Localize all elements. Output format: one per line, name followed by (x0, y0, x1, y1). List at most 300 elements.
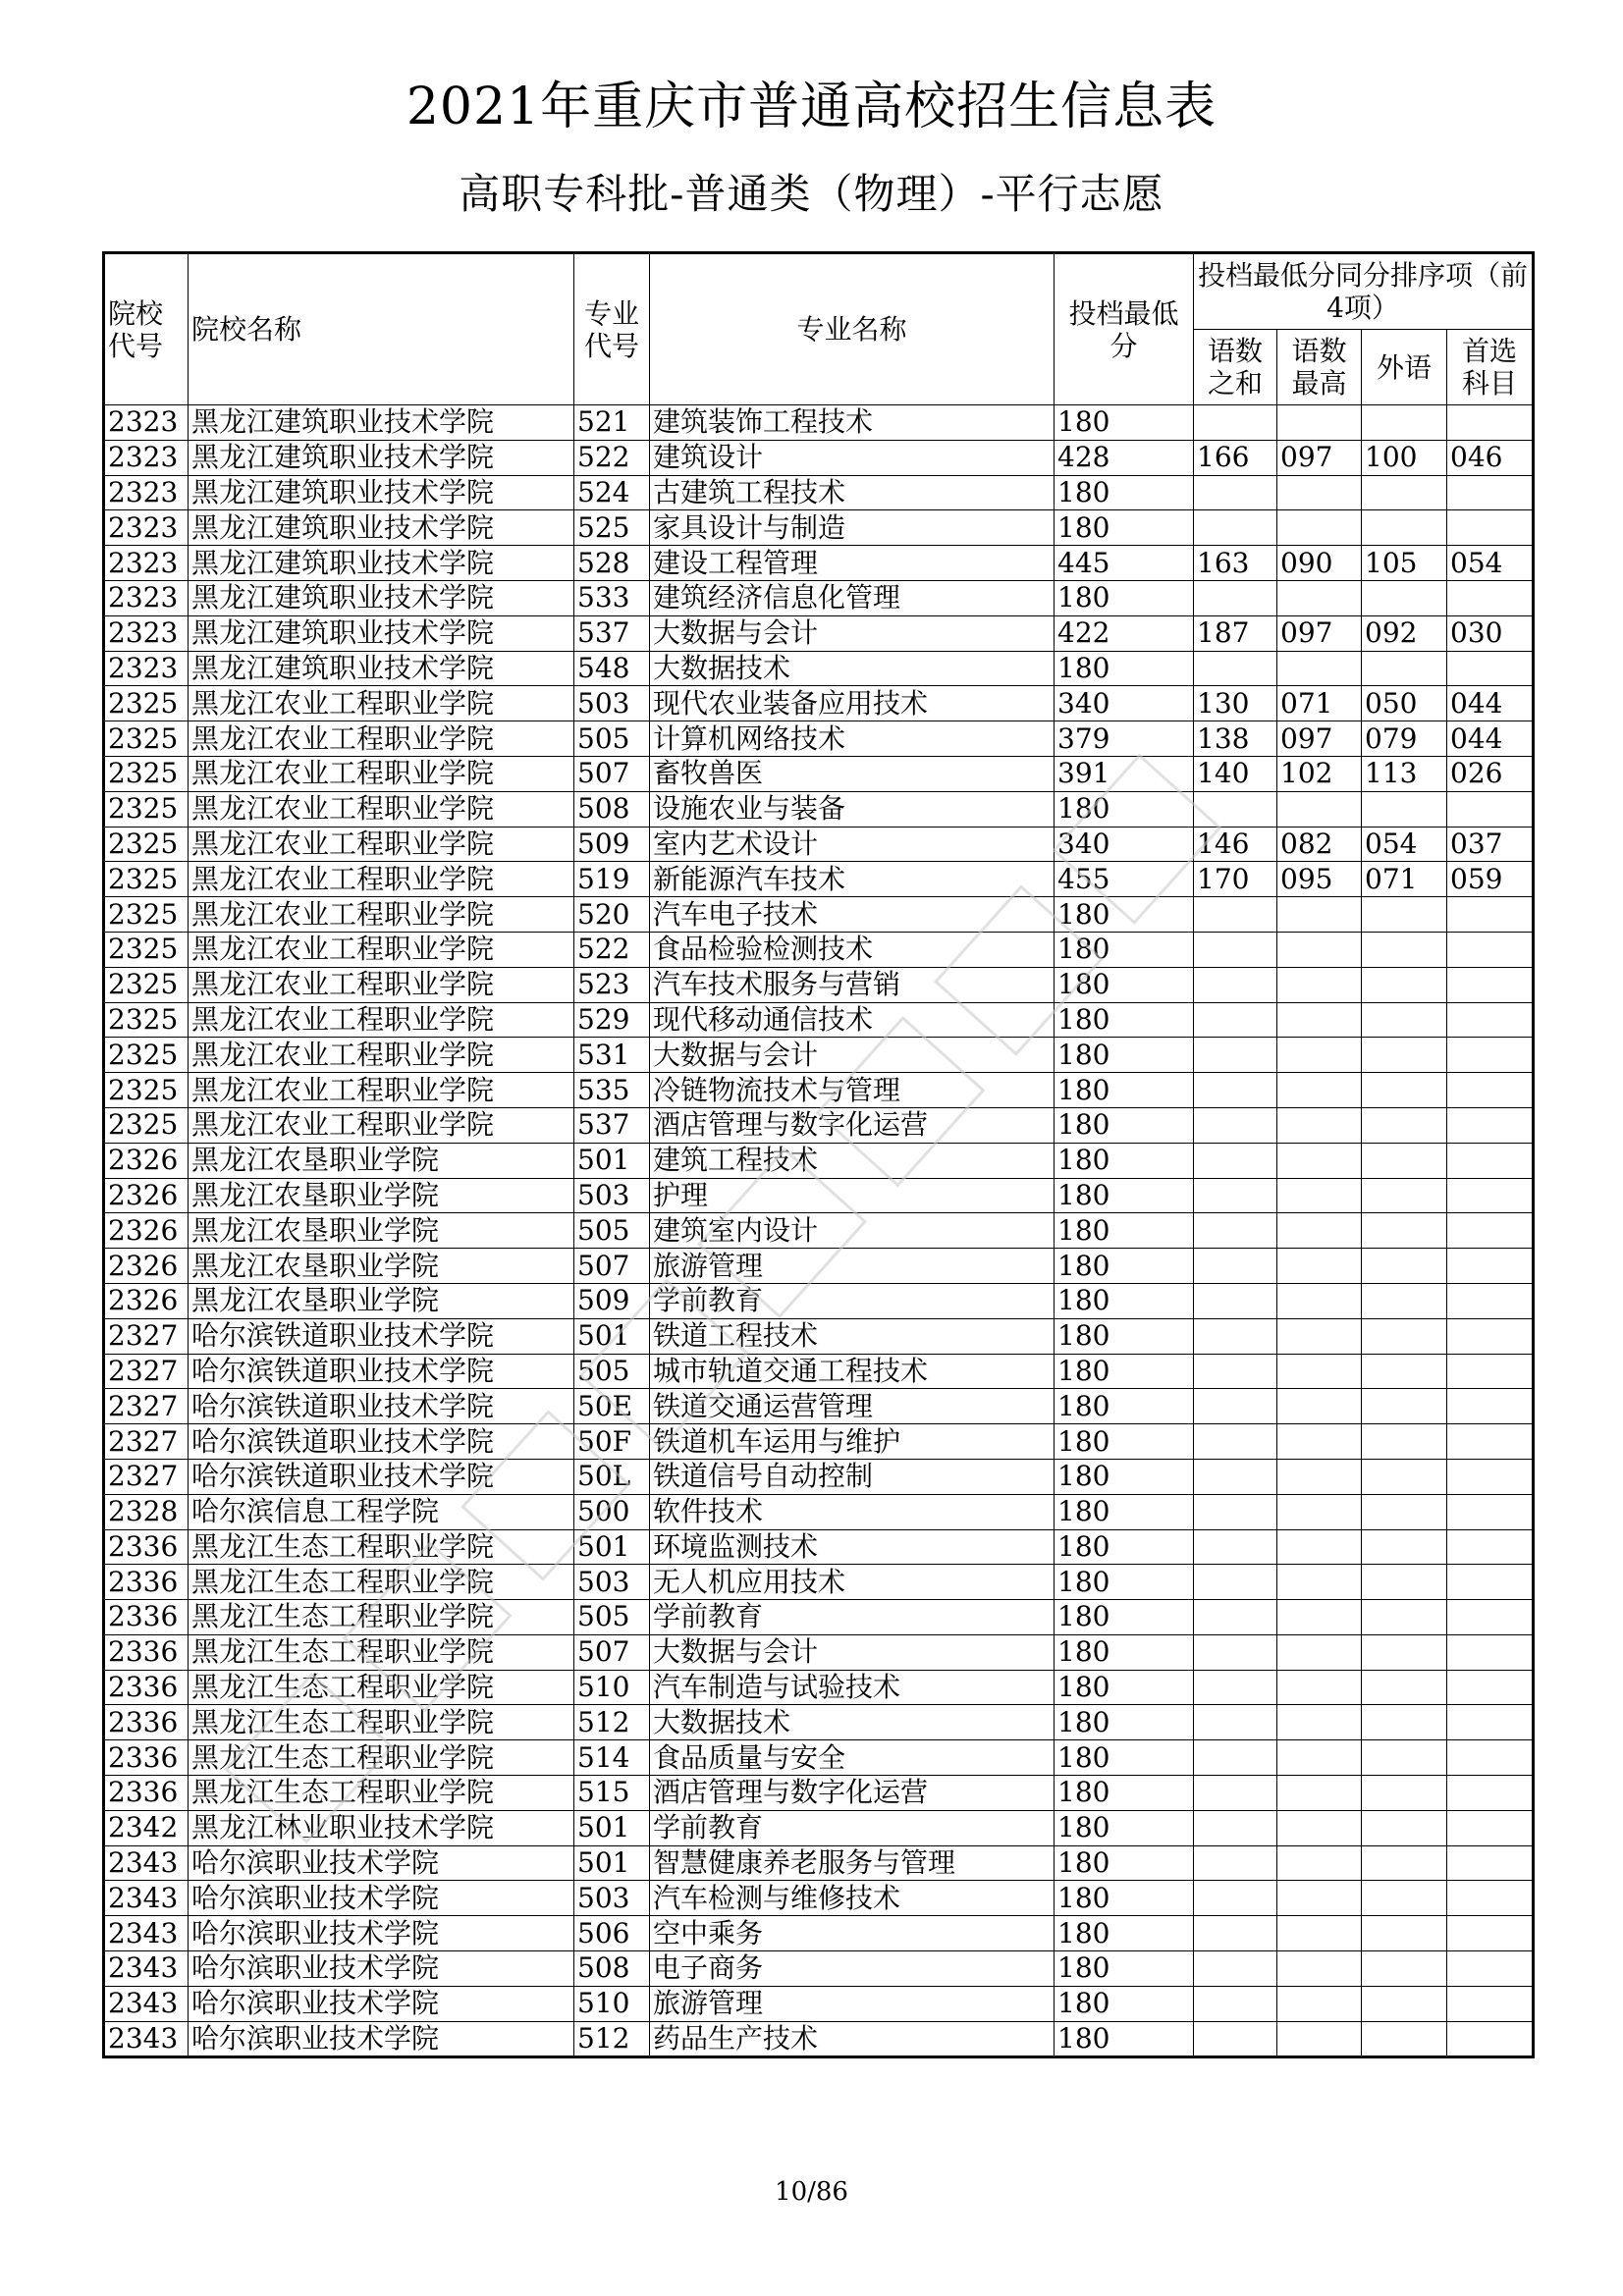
cell-foreign-language (1362, 1389, 1447, 1424)
table-row (104, 1459, 1534, 1494)
table-row (104, 862, 1534, 897)
cell-chinese-math-max: 090 (1277, 546, 1362, 581)
cell-major-code: 537 (574, 615, 650, 651)
cell-chinese-math-max (1277, 967, 1362, 1002)
cell-school-name: 黑龙江农垦职业学院 (189, 1178, 574, 1213)
table-row (104, 756, 1534, 791)
cell-first-subject (1447, 1494, 1534, 1529)
cell-school-code: 2323 (104, 580, 189, 615)
cell-major-code: 503 (574, 1881, 650, 1916)
cell-min-score: 180 (1055, 1354, 1194, 1389)
cell-chinese-math-sum: 166 (1194, 440, 1277, 475)
cell-major-name: 食品质量与安全 (650, 1740, 1055, 1776)
cell-foreign-language (1362, 1213, 1447, 1249)
cell-foreign-language (1362, 1845, 1447, 1881)
cell-chinese-math-max (1277, 1318, 1362, 1354)
cell-major-name: 建筑设计 (650, 440, 1055, 475)
cell-school-name: 黑龙江建筑职业技术学院 (189, 405, 574, 441)
cell-first-subject (1447, 897, 1534, 933)
cell-school-name: 黑龙江生态工程职业学院 (189, 1565, 574, 1600)
cell-first-subject (1447, 580, 1534, 615)
cell-min-score: 180 (1055, 1810, 1194, 1845)
cell-major-code: 533 (574, 580, 650, 615)
cell-min-score: 180 (1055, 1634, 1194, 1670)
cell-foreign-language (1362, 1002, 1447, 1038)
cell-chinese-math-sum (1194, 1916, 1277, 1951)
cell-chinese-math-max (1277, 1916, 1362, 1951)
cell-first-subject (1447, 1986, 1534, 2021)
cell-chinese-math-max (1277, 580, 1362, 615)
cell-chinese-math-max (1277, 1073, 1362, 1108)
cell-chinese-math-sum (1194, 967, 1277, 1002)
cell-first-subject: 037 (1447, 827, 1534, 862)
cell-min-score: 180 (1055, 1986, 1194, 2021)
cell-foreign-language (1362, 1354, 1447, 1389)
cell-school-code: 2323 (104, 546, 189, 581)
header-school-code: 院校代号 (104, 253, 189, 405)
cell-school-name: 黑龙江建筑职业技术学院 (189, 580, 574, 615)
cell-school-name: 黑龙江农业工程职业学院 (189, 1073, 574, 1108)
cell-school-name: 黑龙江建筑职业技术学院 (189, 475, 574, 510)
cell-first-subject (1447, 1951, 1534, 1987)
cell-min-score: 180 (1055, 967, 1194, 1002)
table-row (104, 1178, 1534, 1213)
cell-major-code: 529 (574, 1002, 650, 1038)
cell-foreign-language (1362, 1776, 1447, 1811)
cell-school-code: 2326 (104, 1249, 189, 1284)
cell-foreign-language (1362, 1565, 1447, 1600)
cell-major-name: 大数据与会计 (650, 1634, 1055, 1670)
cell-chinese-math-max (1277, 510, 1362, 546)
cell-school-name: 黑龙江建筑职业技术学院 (189, 546, 574, 581)
cell-school-name: 哈尔滨铁道职业技术学院 (189, 1459, 574, 1494)
cell-major-name: 建筑经济信息化管理 (650, 580, 1055, 615)
cell-chinese-math-sum (1194, 1776, 1277, 1811)
cell-chinese-math-max (1277, 1424, 1362, 1460)
cell-major-code: 501 (574, 1143, 650, 1178)
cell-foreign-language (1362, 967, 1447, 1002)
cell-major-code: 503 (574, 1565, 650, 1600)
cell-first-subject (1447, 1002, 1534, 1038)
cell-major-code: 531 (574, 1038, 650, 1073)
cell-major-code: 514 (574, 1740, 650, 1776)
cell-chinese-math-sum (1194, 1213, 1277, 1249)
cell-major-name: 旅游管理 (650, 1986, 1055, 2021)
cell-chinese-math-sum (1194, 475, 1277, 510)
header-foreign-language: 外语 (1362, 330, 1447, 405)
cell-major-code: 528 (574, 546, 650, 581)
cell-major-name: 冷链物流技术与管理 (650, 1073, 1055, 1108)
cell-first-subject: 044 (1447, 721, 1534, 757)
cell-foreign-language (1362, 1529, 1447, 1565)
cell-major-code: 510 (574, 1986, 650, 2021)
cell-school-code: 2336 (104, 1529, 189, 1565)
cell-chinese-math-sum (1194, 1565, 1277, 1600)
cell-major-name: 汽车制造与试验技术 (650, 1670, 1055, 1705)
cell-major-code: 515 (574, 1776, 650, 1811)
table-row (104, 1002, 1534, 1038)
cell-school-name: 哈尔滨职业技术学院 (189, 1951, 574, 1987)
cell-chinese-math-max: 071 (1277, 686, 1362, 721)
cell-foreign-language (1362, 1073, 1447, 1108)
cell-major-code: 512 (574, 1705, 650, 1740)
cell-first-subject (1447, 1073, 1534, 1108)
cell-major-name: 大数据技术 (650, 1705, 1055, 1740)
table-row (104, 1916, 1534, 1951)
table-row (104, 1670, 1534, 1705)
cell-school-name: 哈尔滨职业技术学院 (189, 1916, 574, 1951)
cell-major-name: 建筑工程技术 (650, 1143, 1055, 1178)
cell-chinese-math-sum (1194, 1740, 1277, 1776)
cell-foreign-language (1362, 1600, 1447, 1635)
cell-chinese-math-sum (1194, 1951, 1277, 1987)
cell-major-name: 空中乘务 (650, 1916, 1055, 1951)
cell-school-code: 2323 (104, 405, 189, 441)
cell-chinese-math-sum (1194, 1389, 1277, 1424)
cell-first-subject (1447, 1213, 1534, 1249)
cell-chinese-math-max (1277, 1740, 1362, 1776)
cell-school-code: 2336 (104, 1740, 189, 1776)
cell-major-name: 酒店管理与数字化运营 (650, 1107, 1055, 1143)
cell-school-name: 黑龙江农垦职业学院 (189, 1213, 574, 1249)
cell-chinese-math-sum: 146 (1194, 827, 1277, 862)
cell-major-code: 522 (574, 932, 650, 967)
cell-chinese-math-sum (1194, 1986, 1277, 2021)
cell-chinese-math-max (1277, 1354, 1362, 1389)
table-row (104, 2021, 1534, 2057)
cell-school-name: 黑龙江农业工程职业学院 (189, 791, 574, 827)
header-first-subject: 首选科目 (1447, 330, 1534, 405)
cell-foreign-language (1362, 1494, 1447, 1529)
cell-first-subject (1447, 1810, 1534, 1845)
cell-school-code: 2327 (104, 1389, 189, 1424)
cell-min-score: 180 (1055, 897, 1194, 933)
cell-major-name: 智慧健康养老服务与管理 (650, 1845, 1055, 1881)
cell-school-name: 黑龙江建筑职业技术学院 (189, 510, 574, 546)
cell-school-code: 2325 (104, 827, 189, 862)
cell-min-score: 180 (1055, 405, 1194, 441)
cell-min-score: 180 (1055, 580, 1194, 615)
cell-chinese-math-max: 097 (1277, 721, 1362, 757)
cell-school-name: 黑龙江农业工程职业学院 (189, 827, 574, 862)
cell-major-name: 酒店管理与数字化运营 (650, 1776, 1055, 1811)
cell-first-subject (1447, 932, 1534, 967)
cell-chinese-math-max (1277, 651, 1362, 686)
cell-school-code: 2325 (104, 791, 189, 827)
cell-school-name: 哈尔滨铁道职业技术学院 (189, 1318, 574, 1354)
cell-school-name: 黑龙江生态工程职业学院 (189, 1740, 574, 1776)
cell-chinese-math-max (1277, 897, 1362, 933)
table-row (104, 1494, 1534, 1529)
cell-school-code: 2336 (104, 1600, 189, 1635)
cell-foreign-language (1362, 405, 1447, 441)
cell-foreign-language (1362, 1424, 1447, 1460)
page-subtitle: 高职专科批-普通类（物理）-平行志愿 (459, 170, 1164, 218)
table-row (104, 1776, 1534, 1811)
cell-min-score: 422 (1055, 615, 1194, 651)
cell-chinese-math-sum (1194, 1283, 1277, 1318)
cell-first-subject (1447, 1565, 1534, 1600)
cell-chinese-math-sum: 170 (1194, 862, 1277, 897)
cell-school-name: 黑龙江生态工程职业学院 (189, 1600, 574, 1635)
cell-chinese-math-sum: 130 (1194, 686, 1277, 721)
cell-major-name: 铁道机车运用与维护 (650, 1424, 1055, 1460)
cell-school-code: 2323 (104, 615, 189, 651)
table-row (104, 1529, 1534, 1565)
cell-school-name: 黑龙江生态工程职业学院 (189, 1634, 574, 1670)
cell-major-name: 汽车技术服务与营销 (650, 967, 1055, 1002)
table-row (104, 1073, 1534, 1108)
cell-school-code: 2323 (104, 440, 189, 475)
cell-chinese-math-max: 082 (1277, 827, 1362, 862)
cell-min-score: 180 (1055, 1776, 1194, 1811)
table-row (104, 967, 1534, 1002)
cell-first-subject (1447, 1916, 1534, 1951)
cell-foreign-language: 071 (1362, 862, 1447, 897)
cell-chinese-math-max (1277, 1143, 1362, 1178)
cell-min-score: 180 (1055, 1565, 1194, 1600)
cell-major-name: 铁道信号自动控制 (650, 1459, 1055, 1494)
cell-min-score: 428 (1055, 440, 1194, 475)
cell-min-score: 180 (1055, 1389, 1194, 1424)
cell-school-code: 2343 (104, 2021, 189, 2057)
cell-major-name: 畜牧兽医 (650, 756, 1055, 791)
cell-school-code: 2336 (104, 1634, 189, 1670)
cell-chinese-math-sum (1194, 1002, 1277, 1038)
cell-major-name: 城市轨道交通工程技术 (650, 1354, 1055, 1389)
cell-major-code: 520 (574, 897, 650, 933)
cell-foreign-language (1362, 1986, 1447, 2021)
cell-major-name: 学前教育 (650, 1810, 1055, 1845)
cell-major-code: 505 (574, 1213, 650, 1249)
cell-chinese-math-max (1277, 1038, 1362, 1073)
cell-min-score: 180 (1055, 1845, 1194, 1881)
cell-chinese-math-sum: 163 (1194, 546, 1277, 581)
cell-chinese-math-sum (1194, 1845, 1277, 1881)
cell-school-code: 2343 (104, 1951, 189, 1987)
cell-chinese-math-sum (1194, 405, 1277, 441)
cell-major-code: 506 (574, 1916, 650, 1951)
cell-major-name: 旅游管理 (650, 1249, 1055, 1284)
cell-chinese-math-max (1277, 932, 1362, 967)
table-row (104, 1318, 1534, 1354)
cell-school-name: 哈尔滨铁道职业技术学院 (189, 1389, 574, 1424)
cell-chinese-math-sum (1194, 1529, 1277, 1565)
cell-major-name: 现代农业装备应用技术 (650, 686, 1055, 721)
cell-school-name: 黑龙江林业职业技术学院 (189, 1810, 574, 1845)
cell-first-subject (1447, 1529, 1534, 1565)
cell-chinese-math-sum (1194, 1038, 1277, 1073)
cell-first-subject: 044 (1447, 686, 1534, 721)
cell-foreign-language: 100 (1362, 440, 1447, 475)
header-tiebreak-group: 投档最低分同分排序项（前4项） (1194, 253, 1534, 330)
cell-major-code: 507 (574, 1634, 650, 1670)
header-chinese-math-max: 语数最高 (1277, 330, 1362, 405)
cell-school-name: 黑龙江生态工程职业学院 (189, 1776, 574, 1811)
cell-school-code: 2325 (104, 967, 189, 1002)
cell-foreign-language (1362, 1634, 1447, 1670)
cell-school-name: 黑龙江生态工程职业学院 (189, 1529, 574, 1565)
cell-chinese-math-max (1277, 1459, 1362, 1494)
cell-chinese-math-sum (1194, 510, 1277, 546)
cell-first-subject: 026 (1447, 756, 1534, 791)
cell-school-name: 黑龙江建筑职业技术学院 (189, 440, 574, 475)
cell-chinese-math-max (1277, 1845, 1362, 1881)
cell-major-name: 建筑室内设计 (650, 1213, 1055, 1249)
cell-chinese-math-max (1277, 791, 1362, 827)
cell-chinese-math-sum (1194, 1354, 1277, 1389)
cell-school-name: 黑龙江农业工程职业学院 (189, 756, 574, 791)
cell-school-code: 2325 (104, 932, 189, 967)
cell-foreign-language: 050 (1362, 686, 1447, 721)
cell-chinese-math-sum: 187 (1194, 615, 1277, 651)
table-header (104, 253, 1534, 405)
cell-school-code: 2336 (104, 1776, 189, 1811)
cell-major-name: 汽车电子技术 (650, 897, 1055, 933)
cell-first-subject: 046 (1447, 440, 1534, 475)
cell-chinese-math-max: 097 (1277, 615, 1362, 651)
cell-min-score: 455 (1055, 862, 1194, 897)
cell-chinese-math-sum (1194, 1249, 1277, 1284)
cell-major-code: 503 (574, 1178, 650, 1213)
cell-first-subject (1447, 475, 1534, 510)
cell-foreign-language (1362, 1916, 1447, 1951)
cell-first-subject (1447, 510, 1534, 546)
cell-chinese-math-sum (1194, 1810, 1277, 1845)
cell-first-subject (1447, 1038, 1534, 1073)
cell-min-score: 180 (1055, 1881, 1194, 1916)
cell-major-code: 507 (574, 1249, 650, 1284)
cell-major-code: 505 (574, 721, 650, 757)
cell-foreign-language (1362, 1318, 1447, 1354)
cell-chinese-math-max (1277, 1107, 1362, 1143)
cell-school-name: 黑龙江生态工程职业学院 (189, 1705, 574, 1740)
cell-major-name: 环境监测技术 (650, 1529, 1055, 1565)
cell-school-code: 2325 (104, 897, 189, 933)
cell-school-code: 2327 (104, 1318, 189, 1354)
cell-school-code: 2323 (104, 475, 189, 510)
cell-major-name: 药品生产技术 (650, 2021, 1055, 2057)
cell-first-subject (1447, 1705, 1534, 1740)
cell-major-name: 现代移动通信技术 (650, 1002, 1055, 1038)
cell-school-name: 哈尔滨铁道职业技术学院 (189, 1424, 574, 1460)
cell-school-code: 2325 (104, 1107, 189, 1143)
cell-chinese-math-sum (1194, 897, 1277, 933)
cell-foreign-language (1362, 1705, 1447, 1740)
cell-major-code: 501 (574, 1810, 650, 1845)
cell-chinese-math-max (1277, 1776, 1362, 1811)
cell-min-score: 180 (1055, 1038, 1194, 1073)
cell-chinese-math-sum (1194, 1670, 1277, 1705)
cell-chinese-math-max (1277, 1529, 1362, 1565)
cell-foreign-language: 079 (1362, 721, 1447, 757)
cell-school-name: 哈尔滨信息工程学院 (189, 1494, 574, 1529)
cell-school-name: 黑龙江农业工程职业学院 (189, 897, 574, 933)
table-row (104, 440, 1534, 475)
cell-major-code: 507 (574, 756, 650, 791)
cell-first-subject (1447, 1634, 1534, 1670)
table-row (104, 791, 1534, 827)
cell-chinese-math-max (1277, 1249, 1362, 1284)
cell-school-code: 2327 (104, 1354, 189, 1389)
cell-first-subject: 059 (1447, 862, 1534, 897)
cell-foreign-language (1362, 1951, 1447, 1987)
cell-school-code: 2336 (104, 1565, 189, 1600)
cell-foreign-language (1362, 1283, 1447, 1318)
table-row (104, 1038, 1534, 1073)
cell-min-score: 180 (1055, 1600, 1194, 1635)
cell-chinese-math-sum (1194, 1073, 1277, 1108)
cell-first-subject (1447, 1389, 1534, 1424)
table-row (104, 1810, 1534, 1845)
cell-first-subject (1447, 1881, 1534, 1916)
table-row (104, 1249, 1534, 1284)
cell-school-code: 2336 (104, 1705, 189, 1740)
cell-school-code: 2326 (104, 1283, 189, 1318)
cell-first-subject (1447, 1845, 1534, 1881)
cell-min-score: 445 (1055, 546, 1194, 581)
cell-school-name: 哈尔滨职业技术学院 (189, 2021, 574, 2057)
table-row (104, 827, 1534, 862)
cell-chinese-math-max (1277, 1494, 1362, 1529)
cell-foreign-language (1362, 1143, 1447, 1178)
cell-school-code: 2325 (104, 1038, 189, 1073)
table-row (104, 1354, 1534, 1389)
cell-school-code: 2343 (104, 1845, 189, 1881)
cell-chinese-math-max (1277, 2021, 1362, 2057)
table-row (104, 1565, 1534, 1600)
cell-major-code: 50F (574, 1424, 650, 1460)
cell-foreign-language (1362, 1249, 1447, 1284)
cell-chinese-math-max (1277, 1600, 1362, 1635)
cell-foreign-language (1362, 1740, 1447, 1776)
cell-first-subject (1447, 2021, 1534, 2057)
table-row (104, 1389, 1534, 1424)
cell-school-name: 黑龙江农业工程职业学院 (189, 686, 574, 721)
cell-major-code: 500 (574, 1494, 650, 1529)
cell-school-name: 黑龙江农业工程职业学院 (189, 967, 574, 1002)
cell-foreign-language (1362, 1459, 1447, 1494)
cell-school-name: 黑龙江建筑职业技术学院 (189, 615, 574, 651)
cell-chinese-math-max: 097 (1277, 440, 1362, 475)
table-row (104, 580, 1534, 615)
cell-min-score: 180 (1055, 1318, 1194, 1354)
cell-min-score: 180 (1055, 1107, 1194, 1143)
cell-major-name: 无人机应用技术 (650, 1565, 1055, 1600)
table-row (104, 405, 1534, 441)
cell-chinese-math-sum (1194, 791, 1277, 827)
header-min-score: 投档最低分 (1055, 253, 1194, 405)
cell-major-name: 古建筑工程技术 (650, 475, 1055, 510)
table-row (104, 686, 1534, 721)
cell-chinese-math-sum (1194, 1634, 1277, 1670)
cell-chinese-math-sum (1194, 651, 1277, 686)
cell-first-subject (1447, 1740, 1534, 1776)
cell-major-code: 548 (574, 651, 650, 686)
cell-major-code: 509 (574, 827, 650, 862)
cell-major-code: 519 (574, 862, 650, 897)
cell-chinese-math-max (1277, 1389, 1362, 1424)
cell-school-name: 黑龙江农业工程职业学院 (189, 932, 574, 967)
cell-school-code: 2325 (104, 862, 189, 897)
cell-chinese-math-max (1277, 405, 1362, 441)
cell-min-score: 180 (1055, 1143, 1194, 1178)
cell-first-subject (1447, 1424, 1534, 1460)
cell-major-code: 510 (574, 1670, 650, 1705)
cell-first-subject (1447, 1354, 1534, 1389)
cell-chinese-math-sum (1194, 1424, 1277, 1460)
header-major-name: 专业名称 (650, 253, 1055, 405)
